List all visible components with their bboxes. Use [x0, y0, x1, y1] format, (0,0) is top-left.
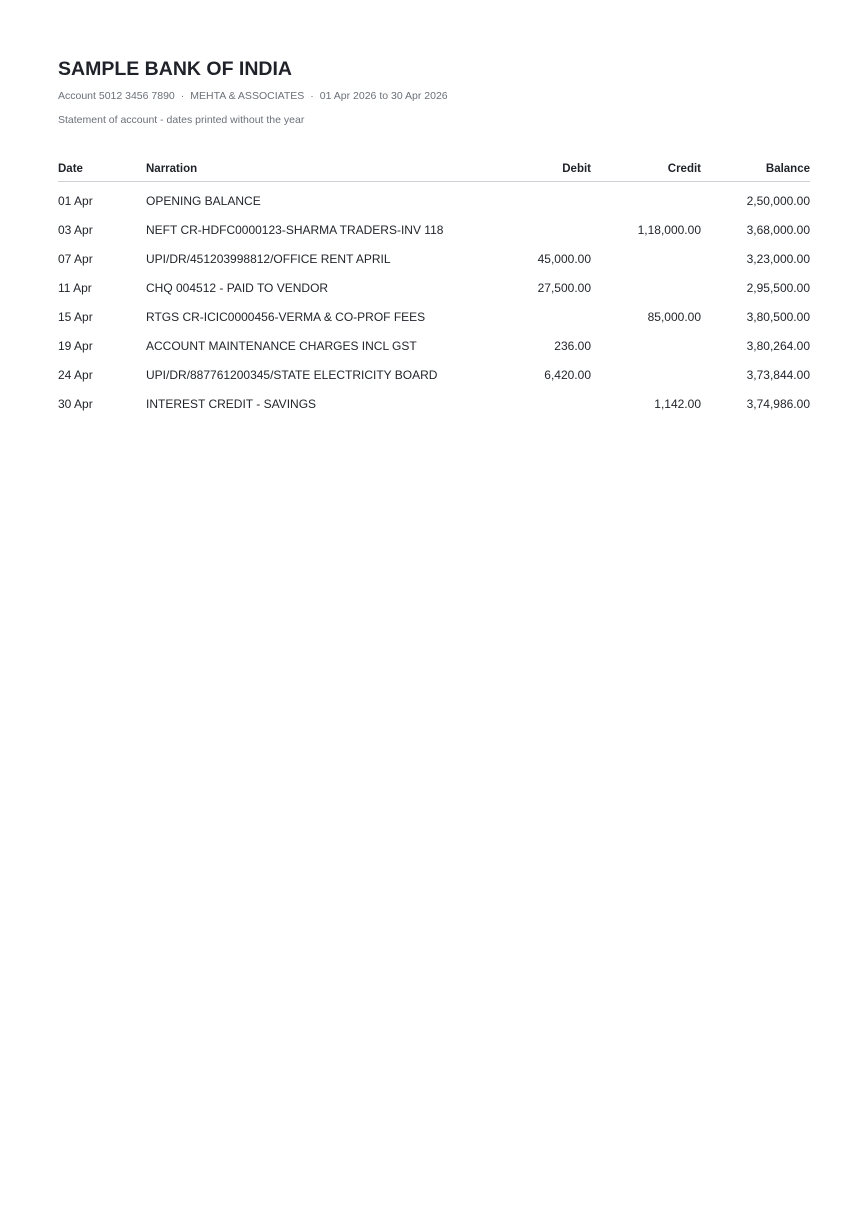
- column-header-debit: Debit: [516, 158, 591, 182]
- row-credit: [591, 244, 701, 273]
- row-debit: 45,000.00: [537, 251, 591, 266]
- row-balance: 3,80,264.00: [746, 338, 810, 353]
- row-date: 15 Apr: [58, 309, 93, 324]
- table-row: [58, 302, 810, 331]
- account-holder: MEHTA & ASSOCIATES: [190, 90, 305, 102]
- meta-separator: ·: [180, 90, 185, 102]
- row-balance: 3,23,000.00: [746, 251, 810, 266]
- row-credit: 85,000.00: [647, 309, 701, 324]
- row-date: 03 Apr: [58, 222, 93, 237]
- row-narration: UPI/DR/451203998812/OFFICE RENT APRIL: [146, 251, 391, 266]
- account-meta: [58, 89, 810, 103]
- statement-note: Statement of account - dates printed without the year: [58, 114, 305, 126]
- row-credit: [591, 273, 701, 302]
- table-row: [58, 389, 810, 418]
- table-row: [58, 273, 810, 302]
- account-number: Account 5012 3456 7890: [58, 90, 175, 102]
- column-header-date: Date: [58, 158, 146, 182]
- statement-period: 01 Apr 2026 to 30 Apr 2026: [319, 90, 448, 102]
- table-row: [58, 215, 810, 244]
- row-debit: 236.00: [554, 338, 591, 353]
- row-balance: 3,68,000.00: [746, 222, 810, 237]
- bank-name: SAMPLE BANK OF INDIA: [58, 58, 292, 80]
- row-credit: [591, 360, 701, 389]
- row-debit: [516, 389, 591, 418]
- transactions-table: [58, 158, 810, 418]
- row-narration: NEFT CR-HDFC0000123-SHARMA TRADERS-INV 118: [146, 222, 444, 237]
- row-balance: 3,74,986.00: [746, 396, 810, 411]
- meta-separator: ·: [310, 90, 314, 102]
- row-debit: 27,500.00: [537, 280, 591, 295]
- row-debit: [516, 302, 591, 331]
- table-row: [58, 360, 810, 389]
- column-header-credit: Credit: [591, 158, 701, 182]
- table-header-row: [58, 158, 810, 182]
- row-date: 11 Apr: [58, 280, 92, 295]
- row-balance: 3,80,500.00: [746, 309, 810, 324]
- column-header-narration: Narration: [146, 158, 516, 182]
- table-row: [58, 244, 810, 273]
- row-credit: [591, 331, 701, 360]
- row-balance: 2,95,500.00: [746, 280, 810, 295]
- row-debit: [516, 215, 591, 244]
- column-header-balance: Balance: [701, 158, 810, 182]
- row-date: 24 Apr: [58, 367, 93, 382]
- row-balance: 3,73,844.00: [746, 367, 810, 382]
- row-narration: OPENING BALANCE: [146, 193, 261, 208]
- row-balance: 2,50,000.00: [746, 193, 810, 208]
- row-debit: 6,420.00: [544, 367, 591, 382]
- row-date: 30 Apr: [58, 396, 93, 411]
- row-narration: RTGS CR-ICIC0000456-VERMA & CO-PROF FEES: [146, 309, 426, 324]
- row-narration: UPI/DR/887761200345/STATE ELECTRICITY BOARD: [146, 367, 438, 382]
- table-row: [58, 182, 810, 216]
- row-date: 19 Apr: [58, 338, 93, 353]
- row-narration: CHQ 004512 - PAID TO VENDOR: [146, 280, 329, 295]
- row-narration: INTEREST CREDIT - SAVINGS: [146, 396, 317, 411]
- statement-header: [58, 58, 810, 127]
- row-narration: ACCOUNT MAINTENANCE CHARGES INCL GST: [146, 338, 417, 353]
- row-date: 01 Apr: [58, 193, 93, 208]
- table-row: [58, 331, 810, 360]
- row-date: 07 Apr: [58, 251, 93, 266]
- row-debit: [516, 182, 591, 216]
- row-credit: [591, 182, 701, 216]
- row-credit: 1,142.00: [654, 396, 701, 411]
- row-credit: 1,18,000.00: [637, 222, 701, 237]
